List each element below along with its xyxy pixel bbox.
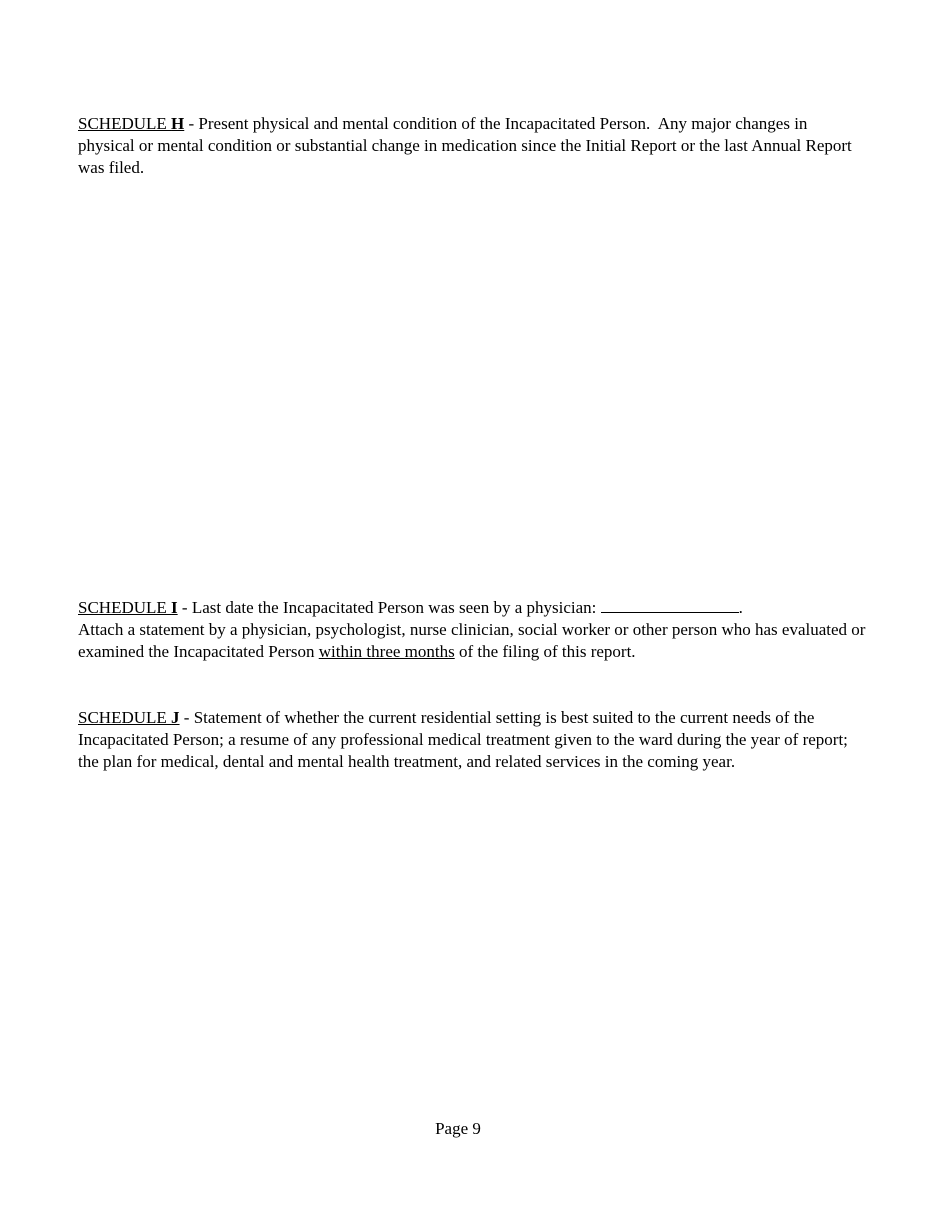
schedule-i-text-before-underline: Attach a statement by a physician, psychologist, nurse clinician, social worker or other person who has evaluated or examined the Incapacitated Person <box>78 620 866 661</box>
schedule-h-text: - Present physical and mental condition of the Incapacitated Person. Any major changes in physical or mental condition or substantial change in medication since the Initial Report or the last Annual Report was filed. <box>78 114 852 177</box>
schedule-i-label: SCHEDULE <box>78 598 172 617</box>
schedule-i-heading <box>78 598 178 617</box>
schedule-i-text-after-underline: of the filing of this report. <box>454 642 636 661</box>
schedule-j-heading <box>78 708 180 727</box>
physician-date-blank[interactable] <box>601 597 739 613</box>
schedule-i-text-before-blank: - Last date the Incapacitated Person was seen by a physician: <box>177 598 601 617</box>
schedule-h-heading <box>78 114 184 133</box>
schedule-j-label: SCHEDULE <box>78 708 172 727</box>
schedule-j-paragraph <box>78 707 868 773</box>
schedule-h-letter: H <box>171 114 185 133</box>
schedule-j-text: - Statement of whether the current residential setting is best suited to the current needs of the Incapacitated Person; a resume of any professional medical treatment given to the ward during the year of report; the plan for medical, dental and mental health treatment, and related services in the coming year. <box>78 708 848 771</box>
schedule-i-paragraph <box>78 597 868 663</box>
schedule-j-letter: J <box>171 708 180 727</box>
schedule-h-label: SCHEDULE <box>78 114 172 133</box>
schedule-i-underlined-text: within three months <box>318 642 455 661</box>
schedule-h-paragraph <box>78 113 868 179</box>
schedule-i-letter: I <box>171 598 178 617</box>
schedule-i-text-after-blank: . <box>738 598 743 617</box>
page-number: Page 9 <box>435 1119 481 1138</box>
